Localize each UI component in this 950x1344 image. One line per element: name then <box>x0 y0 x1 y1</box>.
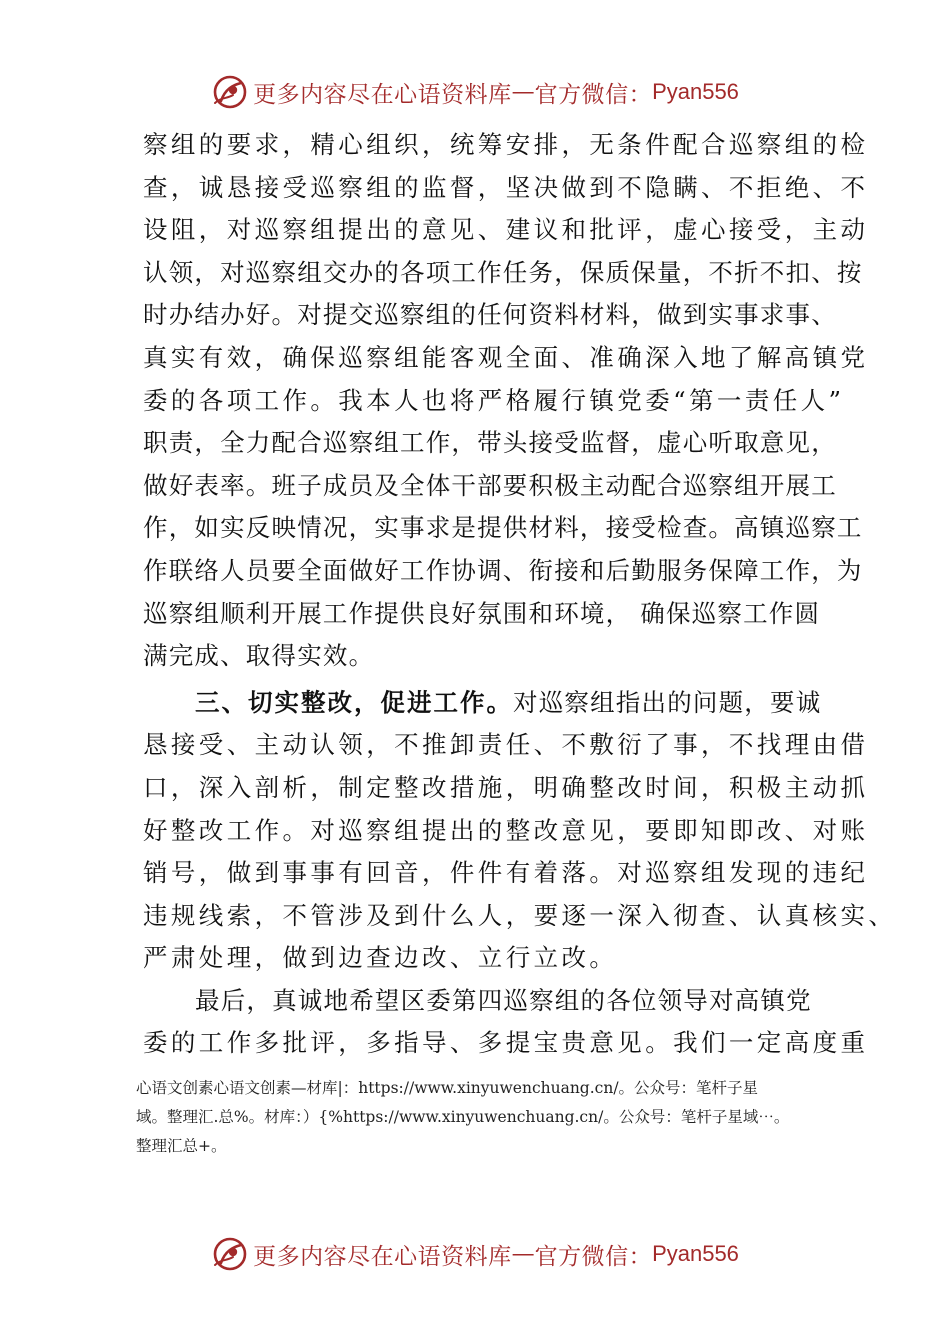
body-line: 时办结办好。对提交巡察组的任何资料材料，做到实事求事、 <box>143 300 837 330</box>
body-line: 设阻，对巡察组提出的意见、建议和批评，虚心接受，主动 <box>143 215 869 245</box>
body-line: 满完成、取得实效。 <box>143 641 375 671</box>
body-line: 作，如实反映情况，实事求是提供材料，接受检查。高镇巡察工 <box>143 513 863 543</box>
banner-text: 更多内容尽在心语资料库 <box>253 1243 512 1270</box>
banner-wechat-id: Pyan556 <box>652 79 739 104</box>
footer-line: 心语文创素心语文创素—材库|：https://www.xinyuwenchuang.cn/。公众号：笔杆子星 <box>136 1079 759 1097</box>
banner-label: 官方微信： <box>534 81 653 108</box>
body-line: 做好表率。班子成员及全体干部要积极主动配合巡察组开展工 <box>143 470 837 500</box>
closing-line: 委的工作多批评，多指导、多提宝贵意见。我们一定高度重 <box>143 1028 869 1058</box>
document-body <box>143 124 897 1065</box>
library-logo-icon <box>211 73 249 111</box>
bottom-banner <box>0 1232 950 1276</box>
footer-note <box>136 1074 856 1161</box>
body-line: 口，深入剖析，制定整改措施，明确整改时间，积极主动抓 <box>143 772 869 802</box>
body-line: 销号，做到事事有回音，件件有着落。对巡察组发现的违纪 <box>143 858 869 888</box>
body-line: 违规线索，不管涉及到什么人，要逐一深入彻查、认真核实、 <box>143 900 897 930</box>
top-banner <box>0 70 950 114</box>
body-line: 好整改工作。对巡察组提出的整改意见，要即知即改、对账 <box>143 815 869 845</box>
section-3-first-line <box>143 682 823 725</box>
banner-wechat-id: Pyan556 <box>652 1241 739 1266</box>
banner-separator: — <box>511 1241 535 1267</box>
banner-label: 官方微信： <box>534 1243 653 1270</box>
footer-line: 整理汇总+。 <box>136 1137 227 1155</box>
library-logo-icon <box>211 1235 249 1273</box>
body-line: 察组的要求，精心组织，统筹安排，无条件配合巡察组的检 <box>143 130 869 159</box>
banner-separator: — <box>511 79 535 105</box>
banner-text: 更多内容尽在心语资料库 <box>253 81 512 108</box>
body-line: 认领，对巡察组交办的各项工作任务，保质保量，不折不扣、按 <box>143 257 863 287</box>
body-line: 查，诚恳接受巡察组的监督，坚决做到不隐瞒、不拒绝、不 <box>143 172 869 202</box>
body-line: 巡察组顺利开展工作提供良好氛围和环境， 确保巡察工作圆 <box>143 598 821 628</box>
body-line: 职责，全力配合巡察组工作，带头接受监督，虚心听取意见， <box>143 428 837 458</box>
footer-line: 域。整理汇.总%。材库：）{%https://www.xinyuwenchuang.cn/。公众号：笔杆子星域⋯。 <box>136 1108 790 1126</box>
closing-line: 最后，真诚地希望区委第四巡察组的各位领导对高镇党 <box>195 985 812 1015</box>
body-line: 真实有效，确保巡察组能客观全面、准确深入地了解高镇党 <box>143 342 869 372</box>
body-line: 恳接受、主动认领，不推卸责任、不敷衍了事，不找理由借 <box>143 730 869 760</box>
body-line: 严肃处理，做到边查边改、立行立改。 <box>143 943 618 973</box>
section-3-heading: 三、切实整改，促进工作。 <box>195 687 513 717</box>
section-3-lead: 对巡察组指出的问题，要诚 <box>513 687 822 717</box>
body-line: 作联络人员要全面做好工作协调、衔接和后勤服务保障工作，为 <box>143 555 863 585</box>
body-line: 委的各项工作。我本人也将严格履行镇党委“第一责任人” <box>143 385 845 415</box>
